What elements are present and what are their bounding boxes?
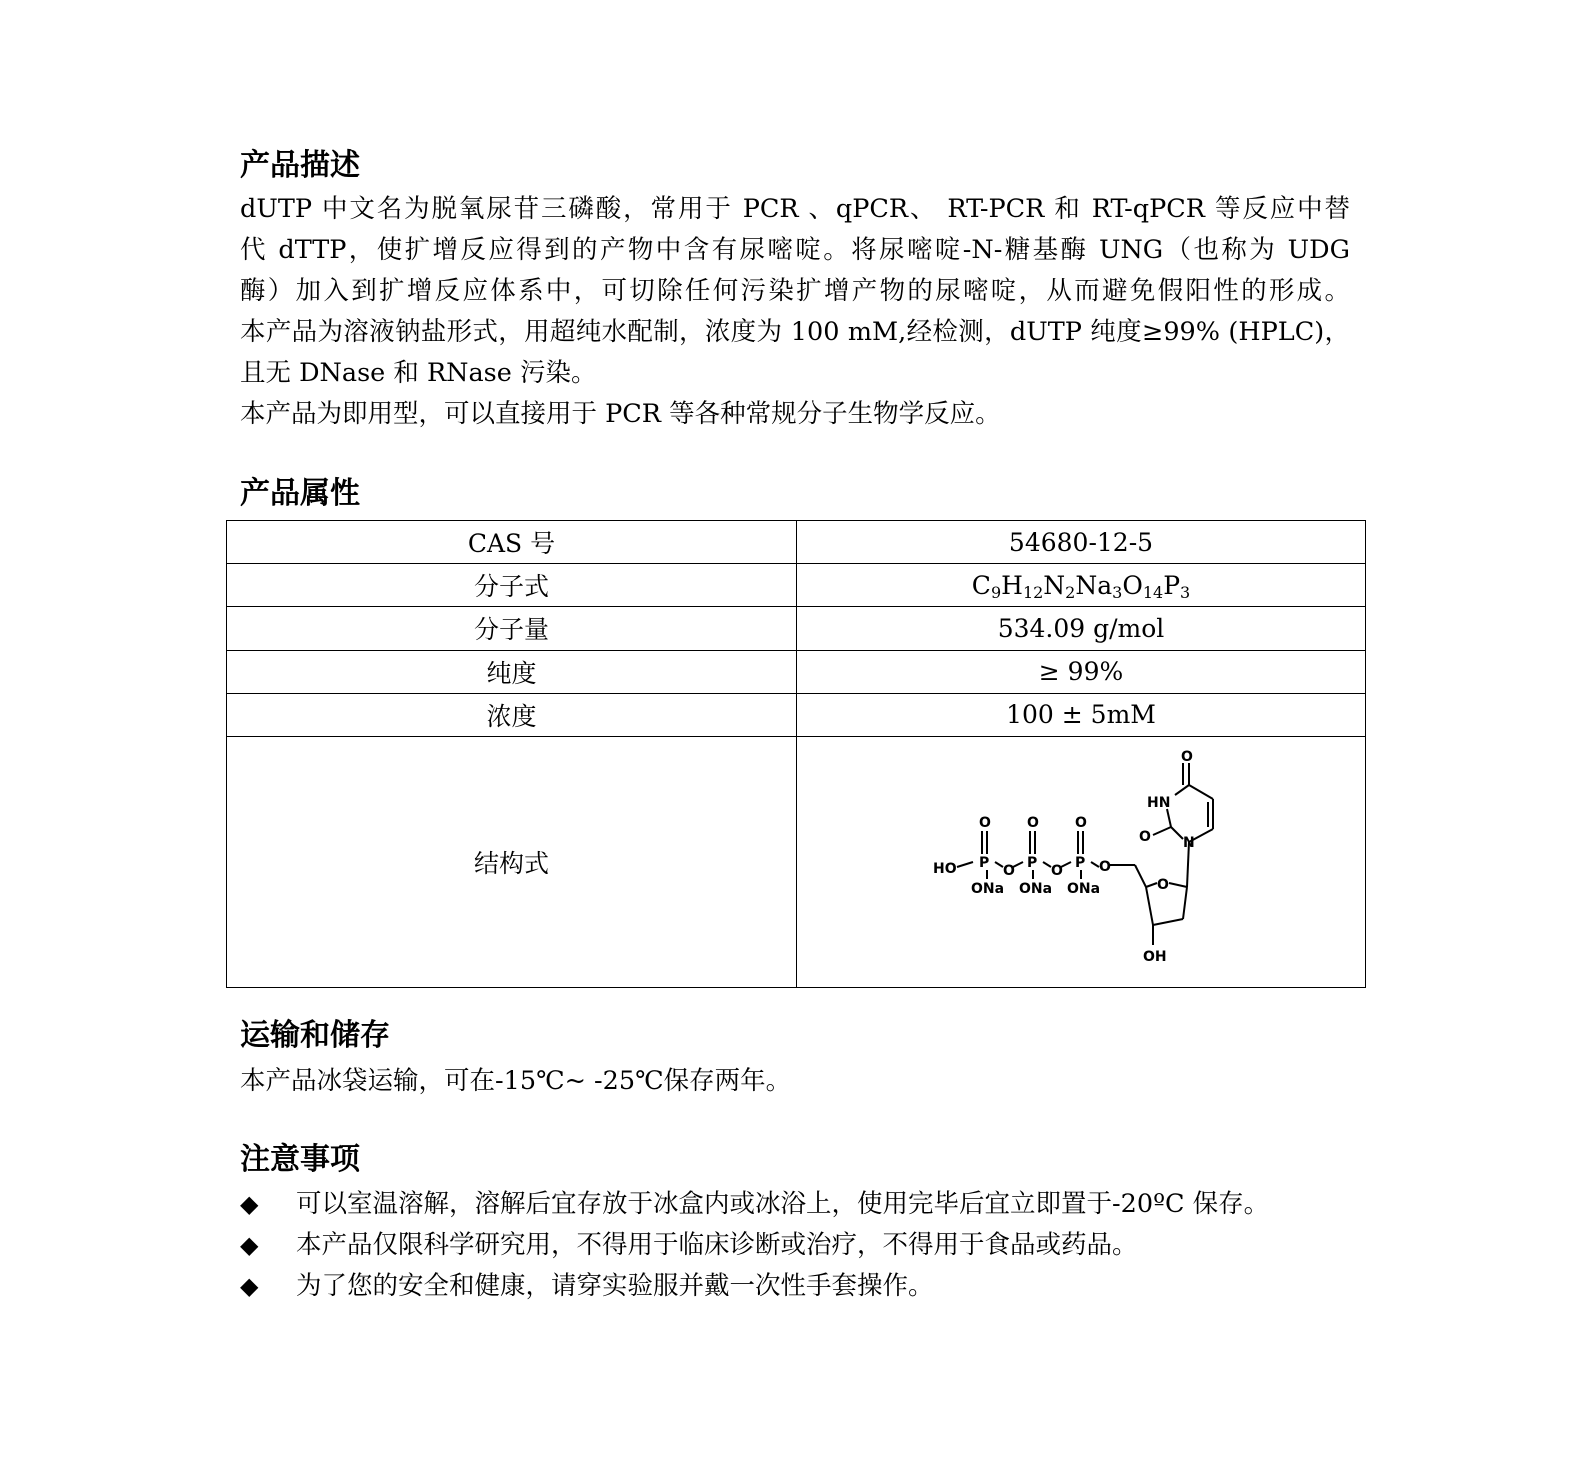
structure-label: O [1027, 814, 1039, 831]
properties-table [226, 520, 1366, 988]
structure-label: HN [1147, 794, 1171, 811]
structure-label: O [1051, 862, 1063, 879]
structure-label: O [1157, 876, 1169, 893]
structure-label: O [1181, 748, 1193, 765]
structure-label: HO [933, 860, 957, 877]
section-heading-notes: 注意事项 [240, 1142, 360, 1177]
section-heading-description: 产品描述 [240, 148, 360, 183]
note-item [240, 1184, 1269, 1225]
property-label: 浓度 [227, 693, 797, 736]
diamond-bullet-icon: ◆ [240, 1272, 259, 1300]
table-row [227, 607, 1366, 650]
diamond-bullet-icon: ◆ [240, 1190, 259, 1218]
note-text: 本产品仅限科学研究用，不得用于临床诊断或治疗，不得用于食品或药品。 [296, 1230, 1138, 1260]
structure-cell [797, 736, 1366, 987]
structure-label: O [1075, 814, 1087, 831]
structure-label: ONa [971, 880, 1005, 897]
description-line: 本产品为即用型，可以直接用于 PCR 等各种常规分子生物学反应。 [240, 399, 1001, 429]
structure-label: P [979, 854, 990, 871]
shipping-text: 本产品冰袋运输，可在-15℃~ -25℃保存两年。 [240, 1066, 792, 1096]
structure-label: ONa [1019, 880, 1053, 897]
note-text: 可以室温溶解，溶解后宜存放于冰盒内或冰浴上，使用完毕后宜立即置于-20ºC 保存。 [296, 1189, 1270, 1219]
diamond-bullet-icon: ◆ [240, 1231, 259, 1259]
description-line: 代 dTTP，使扩增反应得到的产物中含有尿嘧啶。将尿嘧啶-N-糖基酶 UNG（也称为 UDG [240, 235, 1350, 265]
table-row [227, 521, 1366, 564]
structure-label: OH [1143, 948, 1167, 965]
structure-label: O [1139, 828, 1151, 845]
property-label: 结构式 [227, 736, 797, 987]
table-row [227, 650, 1366, 693]
structure-label: P [1027, 854, 1038, 871]
description-line: 酶）加入到扩增反应体系中，可切除任何污染扩增产物的尿嘧啶，从而避免假阳性的形成。 [240, 276, 1350, 306]
description-line: dUTP 中文名为脱氧尿苷三磷酸，常用于 PCR 、qPCR、 RT-PCR 和 RT-qPCR 等反应中替 [240, 194, 1350, 224]
property-value: 100 ± 5mM [797, 693, 1366, 736]
table-row [227, 693, 1366, 736]
property-label: 纯度 [227, 650, 797, 693]
property-label: 分子量 [227, 607, 797, 650]
structure-label: ONa [1067, 880, 1101, 897]
table-row [227, 736, 1366, 987]
property-label: 分子式 [227, 564, 797, 607]
structure-label: O [1003, 862, 1015, 879]
description-line: 本产品为溶液钠盐形式，用超纯水配制，浓度为 100 mM,经检测，dUTP 纯度≥99% (HPLC)， [240, 317, 1350, 347]
section-heading-shipping: 运输和储存 [240, 1018, 390, 1053]
property-label: CAS 号 [227, 521, 797, 564]
property-value-formula: $C_9H_{12}N_2Na_3O_{14}P_3$ [797, 564, 1366, 607]
property-value: ≥ 99% [797, 650, 1366, 693]
dutp-structure-diagram [931, 747, 1231, 977]
table-row [227, 564, 1366, 607]
section-heading-properties: 产品属性 [240, 476, 360, 511]
structure-label: N [1183, 834, 1195, 851]
structure-label: O [1099, 858, 1111, 875]
note-item [240, 1225, 1138, 1266]
structure-label: O [979, 814, 991, 831]
description-line: 且无 DNase 和 RNase 污染。 [240, 358, 597, 388]
property-value: 54680-12-5 [797, 521, 1366, 564]
note-text: 为了您的安全和健康，请穿实验服并戴一次性手套操作。 [296, 1271, 934, 1301]
note-item [240, 1266, 934, 1307]
structure-label: P [1075, 854, 1086, 871]
property-value: 534.09 g/mol [797, 607, 1366, 650]
description-paragraph [240, 189, 1350, 435]
